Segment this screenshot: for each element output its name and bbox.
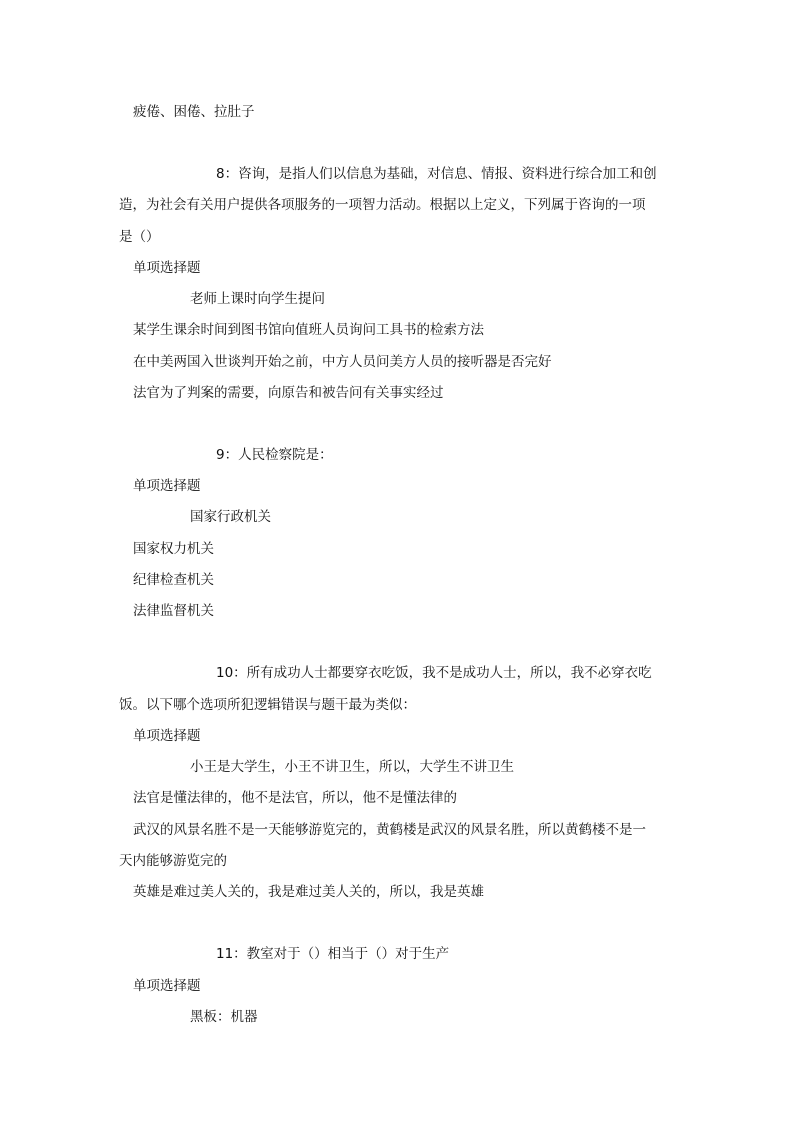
option-d: 英雄是难过美人关的，我是难过美人关的，所以，我是英雄	[133, 884, 484, 900]
option-d: 法官为了判案的需要，向原告和被告问有关事实经过	[133, 385, 444, 401]
option-a: 老师上课时向学生提问	[190, 291, 325, 307]
option-b: 某学生课余时间到图书馆向值班人员询问工具书的检索方法	[133, 322, 484, 338]
question-stem: 造，为社会有关用户提供各项服务的一项智力活动。根据以上定义，下列属于咨询的一项	[119, 197, 646, 213]
option-b: 法官是懂法律的，他不是法官，所以，他不是懂法律的	[133, 790, 457, 806]
question-stem: 11：教室对于（）相当于（）对于生产	[216, 946, 450, 962]
question-type: 单项选择题	[133, 978, 201, 994]
question-type: 单项选择题	[133, 260, 201, 276]
option-a: 国家行政机关	[190, 509, 271, 525]
fragment-text: 疲倦、困倦、拉肚子	[133, 104, 255, 120]
question-stem: 9：人民检察院是：	[216, 447, 333, 463]
option-c-continued: 天内能够游览完的	[119, 853, 227, 869]
option-b: 国家权力机关	[133, 541, 214, 557]
option-c: 纪律检查机关	[133, 572, 214, 588]
option-c: 在中美两国入世谈判开始之前，中方人员问美方人员的接听器是否完好	[133, 354, 552, 370]
question-stem: 饭。以下哪个选项所犯逻辑错误与题干最为类似：	[119, 697, 416, 713]
question-stem: 8：咨询，是指人们以信息为基础，对信息、情报、资料进行综合加工和创	[216, 166, 657, 182]
question-type: 单项选择题	[133, 728, 201, 744]
option-d: 法律监督机关	[133, 603, 214, 619]
option-a: 黑板：机器	[190, 1009, 258, 1025]
option-c: 武汉的风景名胜不是一天能够游览完的，黄鹤楼是武汉的风景名胜，所以黄鹤楼不是一	[133, 822, 646, 838]
question-stem: 10：所有成功人士都要穿衣吃饭，我不是成功人士，所以，我不必穿衣吃	[216, 665, 652, 681]
option-a: 小王是大学生，小王不讲卫生，所以，大学生不讲卫生	[190, 759, 514, 775]
question-stem: 是（）	[119, 229, 160, 245]
question-type: 单项选择题	[133, 478, 201, 494]
